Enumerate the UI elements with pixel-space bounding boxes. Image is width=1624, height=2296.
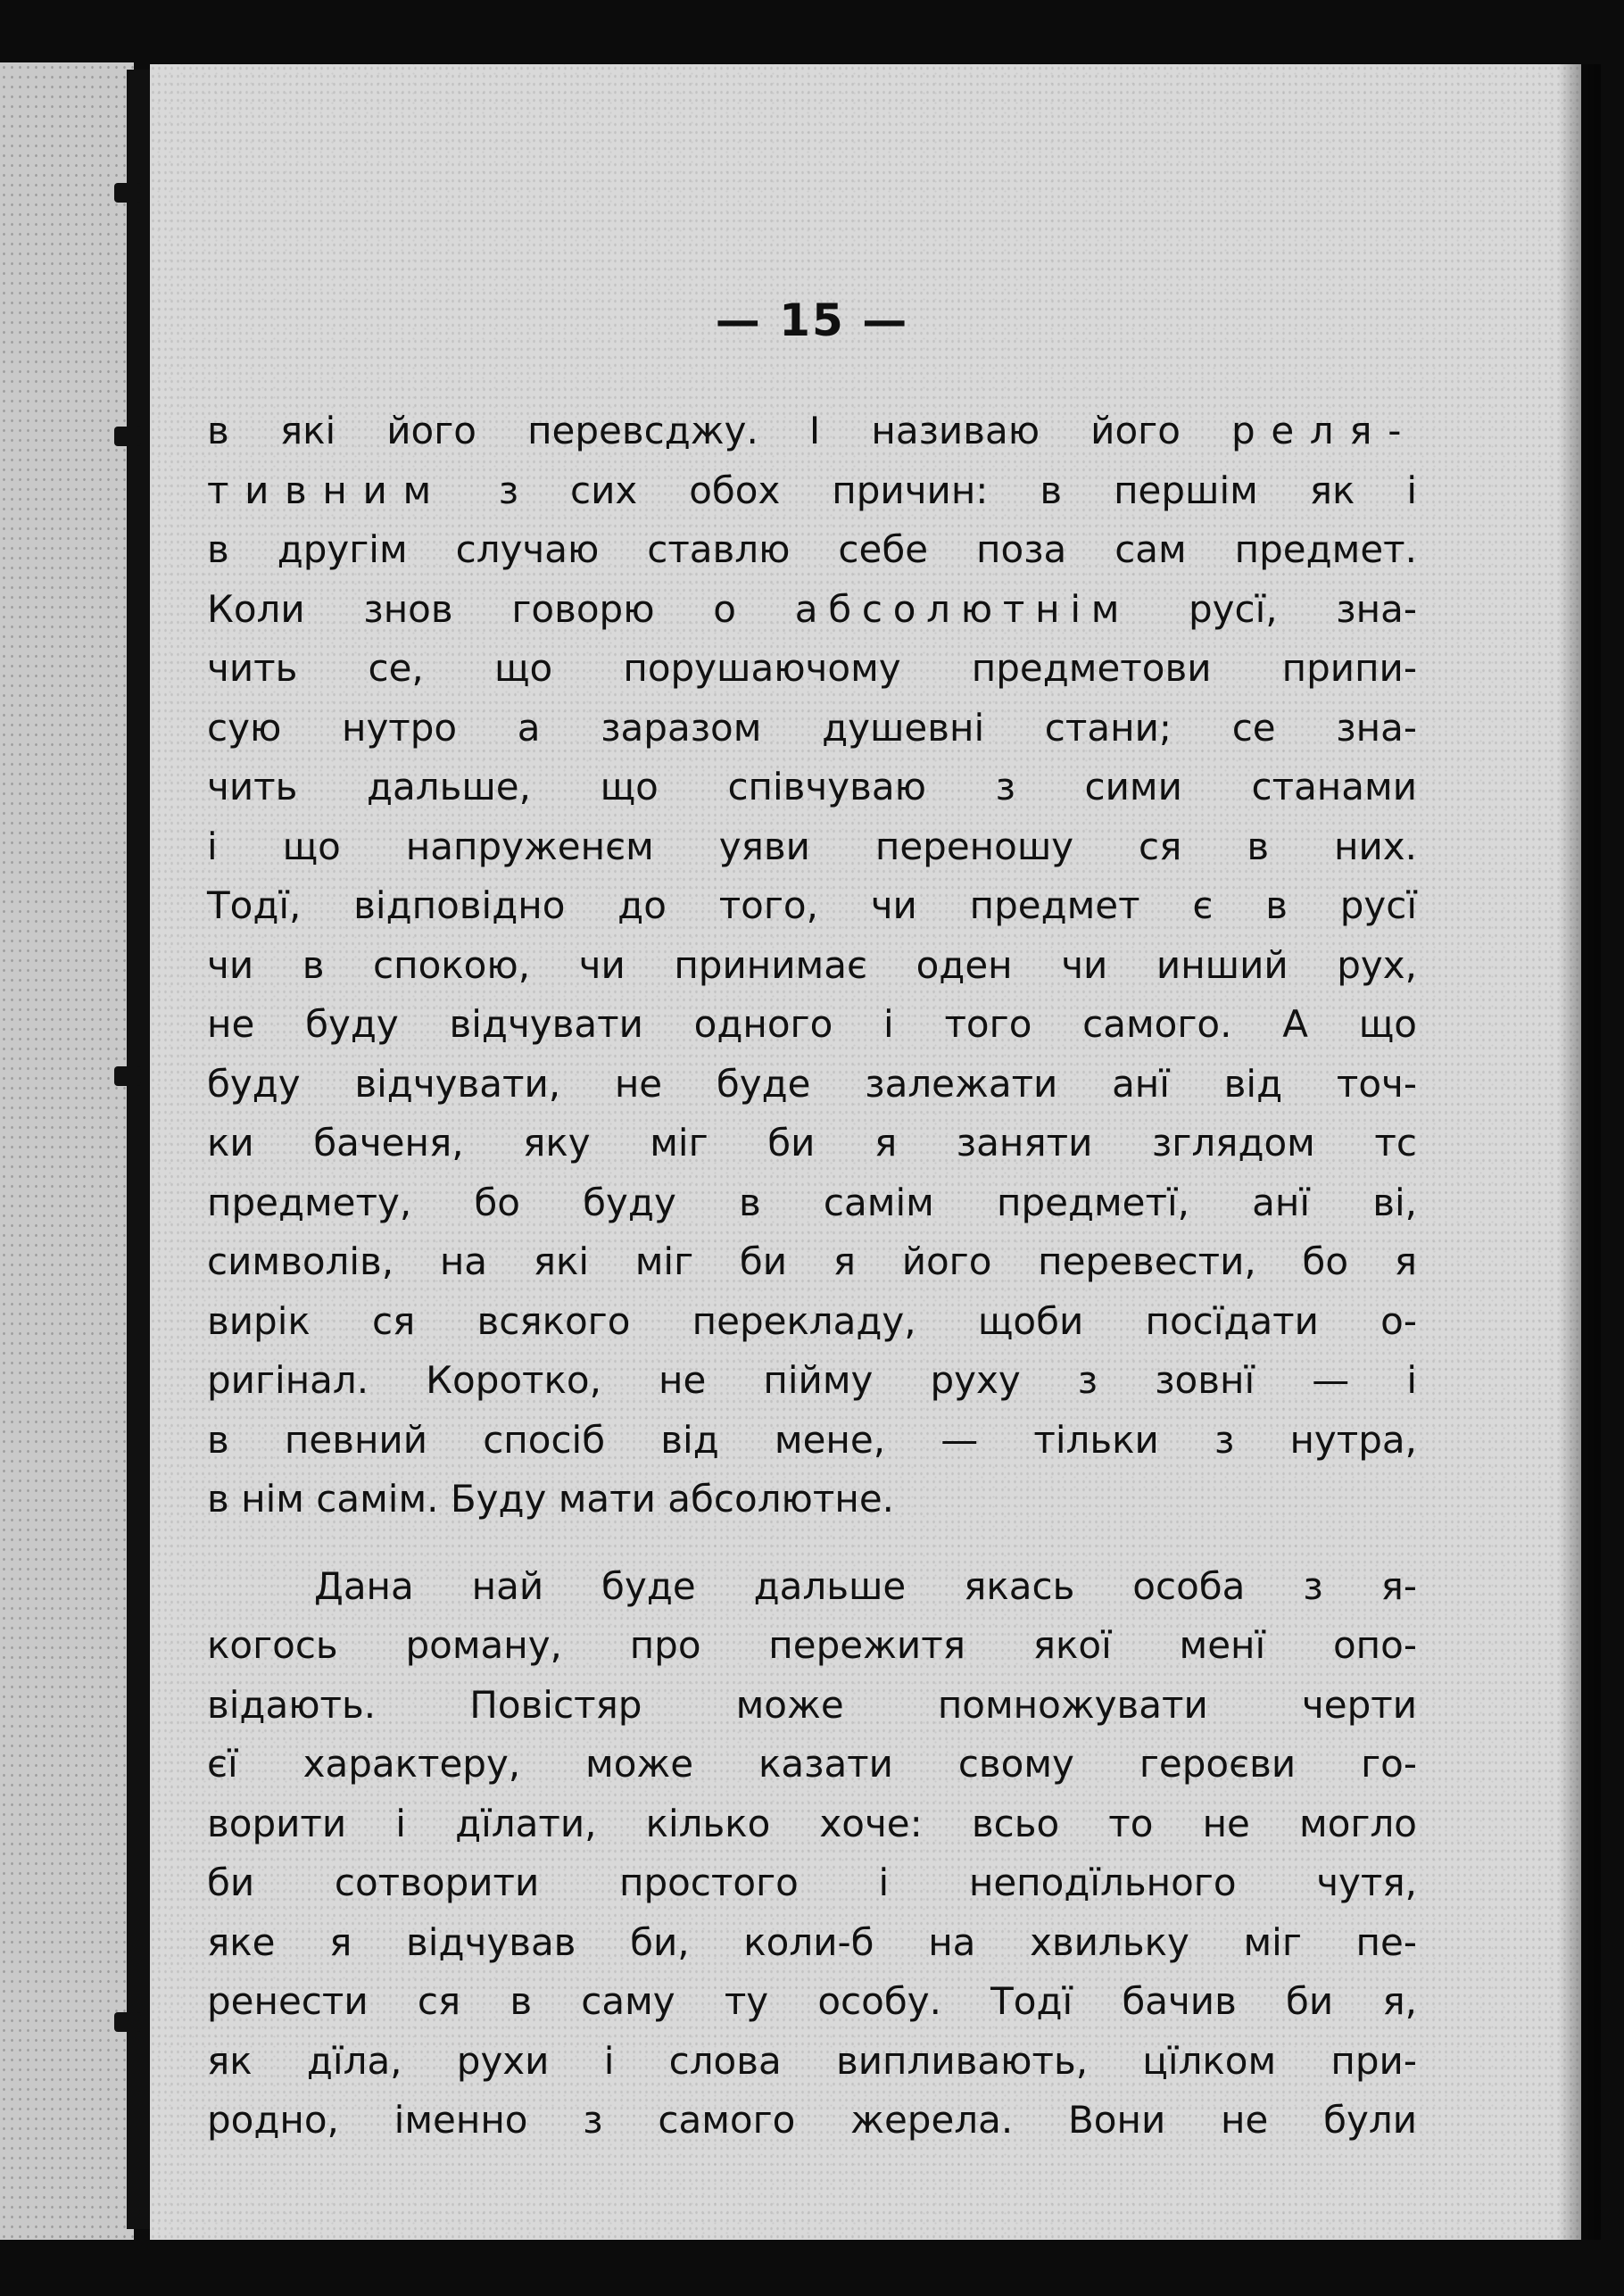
text-run: ригінал. Коротко, не пійму руху з зовнї — і [207,1358,1417,1402]
text-line: Дана най буде дальше якась особа з я- [314,1563,1417,1608]
text-line: єї характеру, може казати свому героєви го- [207,1742,1417,1786]
page-number: — 15 — [715,294,909,346]
text-run: Коли знов говорю о [207,586,795,631]
text-line [207,817,1417,877]
text-line: ворити і дїлати, кілько хоче: всьо то не могло [207,1801,1417,1845]
text-line [207,639,1417,699]
emphasized-word: реля- [1231,409,1417,452]
text-line [207,758,1417,817]
text-line [207,1351,1417,1411]
text-line: родно, іменно з самого жерела. Вони не були [207,2098,1417,2142]
emphasized-word: абсолютнім [794,586,1131,631]
text-run: символів, на які міг би я його перевести, бо я [207,1239,1417,1283]
text-run: в нім самім. Буду мати абсолютне. [207,1477,895,1521]
text-run: і що напруженєм уяви переношу ся в них. [207,824,1417,868]
text-run: русї, зна- [1130,586,1417,631]
text-line [207,995,1417,1055]
binding-mark [114,427,141,446]
text-run: сую нутро а заразом душевні стани; се зна- [207,705,1417,750]
text-line: ренести ся в саму ту особу. Тодї бачив би я, [207,1979,1417,2023]
paragraph-2 [207,1557,1417,2151]
text-line [207,1114,1417,1173]
text-run: буду відчувати, не буде залежати анї від точ- [207,1061,1417,1106]
text-run: вирік ся всякого перекладу, щоби посїдати о- [207,1298,1417,1343]
text-line [207,1292,1417,1352]
page-body [207,402,1417,2151]
text-run: Тодї, відповідно до того, чи предмет є в русї [207,883,1417,927]
text-run: в другім случаю ставлю себе поза сам предмет. [207,527,1417,571]
page-shadow-edge [1558,64,1601,2240]
text-run: предмету, бо буду в самім предметї, анї ві, [207,1180,1417,1224]
text-line: когось роману, про пережитя якої менї опо- [207,1623,1417,1667]
text-line [207,1173,1417,1233]
text-run: не буду відчувати одного і того самого. А що [207,1002,1417,1046]
text-line: як дїла, рухи і слова випливають, цїлком при- [207,2038,1417,2083]
text-run: чить се, що порушаючому предметови припи- [207,646,1417,690]
text-line [207,699,1417,758]
adjacent-page-edge [0,62,134,2240]
text-line: яке я відчував би, коли-б на хвильку міг пе- [207,1919,1417,1964]
text-run: в які його перевсджу. І називаю його [207,409,1232,452]
text-line [207,1232,1417,1292]
binding-mark [114,183,141,203]
text-line [207,1470,1417,1529]
binding-mark [114,1066,141,1086]
text-line [207,520,1417,580]
text-line [207,402,1417,461]
binding-mark [114,2012,141,2032]
text-line: відають. Повістяр може помножувати черти [207,1682,1417,1727]
text-line [207,461,1417,521]
text-line [207,936,1417,996]
text-run: з сих обох причин: в першім як і [446,468,1417,512]
book-spine [127,70,150,2229]
text-run: ки баченя, яку міг би я заняти зглядом тс [207,1121,1417,1165]
text-run: чить дальше, що співчуваю з сими станами [207,765,1417,808]
text-line [207,580,1417,640]
text-line [207,1411,1417,1471]
text-line: би сотворити простого і неподїльного чутя, [207,1861,1417,1904]
paragraph-gap [207,1529,1417,1557]
paragraph-1 [207,402,1417,1529]
text-line [207,876,1417,936]
text-line [207,1055,1417,1115]
text-run: в певний спосіб від мене, — тільки з нутра, [207,1417,1417,1462]
text-run: чи в спокою, чи принимає оден чи инший рух, [207,942,1417,987]
emphasized-word: тивним [207,468,447,512]
